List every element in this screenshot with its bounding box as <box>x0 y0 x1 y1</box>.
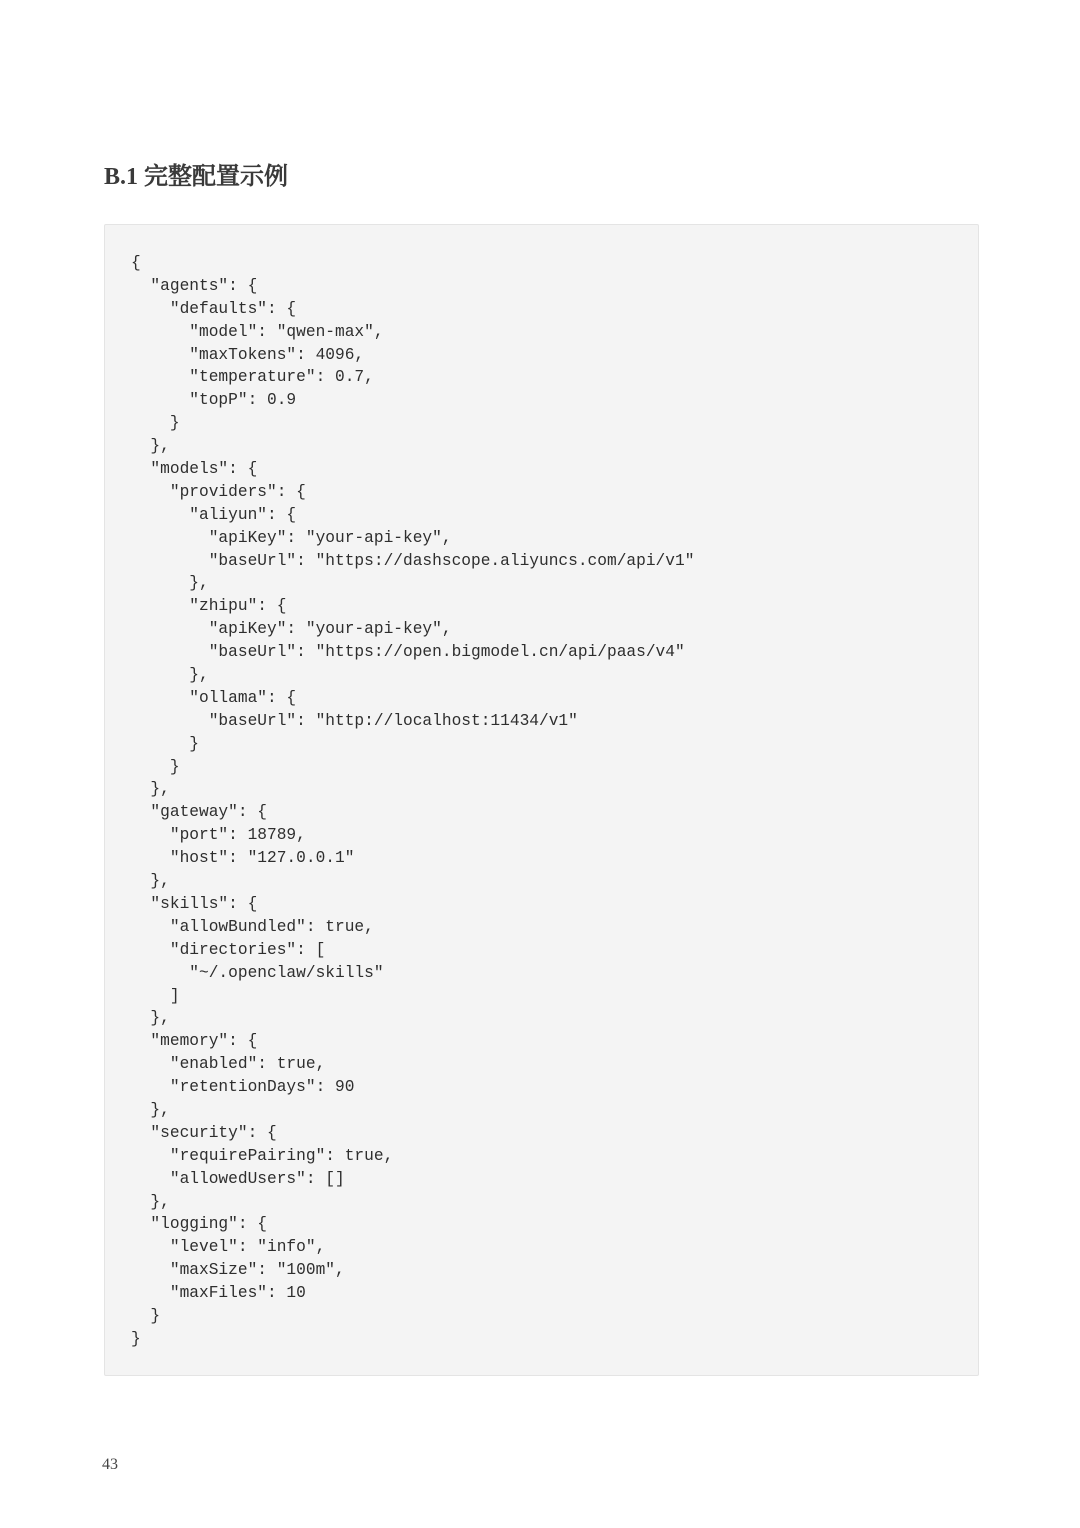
code-line: }, <box>131 1100 170 1119</box>
code-line: "gateway": { <box>131 803 267 822</box>
code-line: } <box>131 1306 161 1325</box>
code-line: "temperature": 0.7, <box>131 368 374 387</box>
code-listing <box>131 252 978 1351</box>
code-line: "defaults": { <box>131 299 297 318</box>
code-line: "maxFiles": 10 <box>131 1284 306 1303</box>
code-line: }, <box>131 574 209 593</box>
code-line: }, <box>131 872 170 891</box>
code-line: "allowBundled": true, <box>131 917 374 936</box>
code-line: "retentionDays": 90 <box>131 1078 355 1097</box>
code-line: "topP": 0.9 <box>131 391 297 410</box>
page-number: 43 <box>102 1456 118 1473</box>
code-line: "baseUrl": "https://dashscope.aliyuncs.com/api/v1" <box>131 551 695 570</box>
code-line: "model": "qwen-max", <box>131 322 384 341</box>
code-line: } <box>131 1329 141 1348</box>
code-line: "agents": { <box>131 276 258 295</box>
code-line: "baseUrl": "https://open.bigmodel.cn/api/paas/v4" <box>131 643 685 662</box>
code-line: "apiKey": "your-api-key", <box>131 528 452 547</box>
code-line: } <box>131 757 180 776</box>
code-line: "aliyun": { <box>131 505 297 524</box>
code-line: "logging": { <box>131 1215 267 1234</box>
section-heading: B.1 完整配置示例 <box>104 164 289 190</box>
code-line: "requirePairing": true, <box>131 1146 394 1165</box>
code-line: "level": "info", <box>131 1238 326 1257</box>
code-line: "host": "127.0.0.1" <box>131 849 355 868</box>
code-line: }, <box>131 437 170 456</box>
code-line: "maxSize": "100m", <box>131 1261 345 1280</box>
code-line: "apiKey": "your-api-key", <box>131 620 452 639</box>
code-line: "zhipu": { <box>131 597 287 616</box>
code-line: "baseUrl": "http://localhost:11434/v1" <box>131 711 578 730</box>
code-line: "maxTokens": 4096, <box>131 345 365 364</box>
code-line: }, <box>131 1192 170 1211</box>
code-line: "security": { <box>131 1123 277 1142</box>
code-line: }, <box>131 780 170 799</box>
code-line: }, <box>131 1009 170 1028</box>
code-line: }, <box>131 666 209 685</box>
code-line: "allowedUsers": [] <box>131 1169 345 1188</box>
code-line: { <box>131 254 141 272</box>
code-line: "~/.openclaw/skills" <box>131 963 384 982</box>
code-line: "enabled": true, <box>131 1055 326 1074</box>
code-line: "port": 18789, <box>131 826 306 845</box>
code-block <box>104 224 979 1376</box>
code-line: ] <box>131 986 180 1005</box>
code-line: "directories": [ <box>131 940 326 959</box>
code-line: } <box>131 414 180 433</box>
code-line: "providers": { <box>131 482 306 501</box>
code-line: "memory": { <box>131 1032 258 1051</box>
code-line: "skills": { <box>131 894 258 913</box>
code-line: } <box>131 734 199 753</box>
code-line: "models": { <box>131 460 258 479</box>
code-line: "ollama": { <box>131 688 297 707</box>
